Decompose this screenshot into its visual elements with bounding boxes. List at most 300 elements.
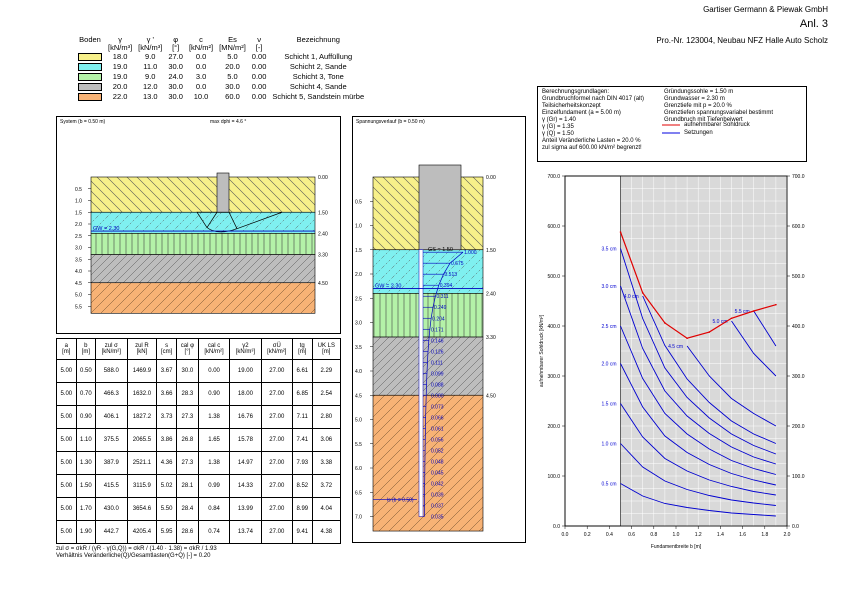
results-cell: 7.11 <box>293 406 313 429</box>
soil-cell-es: 20.0 <box>225 62 240 71</box>
results-cell: 387.9 <box>96 452 127 475</box>
results-cell: 2065.5 <box>127 429 157 452</box>
chart-y-label: aufnehmbarer Sohldruck [kN/m²] <box>539 314 545 388</box>
stress-layer-label: 4.50 <box>486 393 496 400</box>
results-col-header <box>312 339 340 360</box>
results-cell: 4.04 <box>312 498 340 521</box>
chart-y-tick-label-right: 200.0 <box>792 424 805 430</box>
stress-value-label: 0.249 <box>433 305 447 312</box>
system-depth-label: 5.0 <box>75 292 82 299</box>
soil-row <box>75 82 367 92</box>
unit-gamma: [kN/m³] <box>108 43 133 52</box>
results-col-title: cal φ <box>180 343 195 349</box>
stress-depth-label: 4.0 <box>355 369 362 375</box>
soil-cell-name: Schicht 1, Auffüllung <box>284 52 353 61</box>
chart-x-tick-label: 1.8 <box>761 532 769 538</box>
stress-layer-label: 3.30 <box>486 335 496 342</box>
results-col-title: b <box>84 343 88 349</box>
results-cell: 466.3 <box>96 383 127 406</box>
results-col-unit: [kN/m²] <box>101 349 121 355</box>
chart-sohldruck-point <box>709 331 711 333</box>
stress-depth-label: 1.0 <box>355 223 362 230</box>
chart-x-tick-label: 0.2 <box>583 532 591 538</box>
stress-layer <box>373 337 483 395</box>
chart-y-tick-label-right: 600.0 <box>792 224 805 230</box>
stress-value-label: 0.061 <box>431 426 444 433</box>
formula-line-1: zul σ = σkR / (γR · γ(G,Q)) = σkR / (1.40 · 1.38) = σkR / 1.93 <box>56 546 217 552</box>
chart-settlement-label: 2.5 cm <box>601 324 617 330</box>
stress-layer-label: 2.40 <box>486 291 496 298</box>
results-cell: 30.0 <box>176 360 198 383</box>
legend-lines <box>662 122 682 138</box>
stress-layer <box>373 395 483 531</box>
chart-y-tick-label-right: 100.0 <box>792 474 805 480</box>
soil-cell-nu: 0.00 <box>251 62 267 71</box>
soil-cell-es: 30.0 <box>225 82 240 91</box>
results-cell: 5.00 <box>57 406 77 429</box>
results-cell: 18.00 <box>230 383 261 406</box>
basis-left-line: γ (Gr) = 1.40 <box>542 117 576 123</box>
results-cell: 16.76 <box>230 406 261 429</box>
chart-y-tick-label: 100.0 <box>547 474 560 480</box>
stress-value-label: 0.311 <box>436 294 449 301</box>
system-layer-label: 0.00 <box>318 175 328 181</box>
chart-x-tick-label: 0.6 <box>628 532 636 538</box>
basis-right-line: Grenztiefe mit p = 20.0 % <box>664 103 732 109</box>
soil-swatch <box>75 82 105 92</box>
soil-cell-name: Schicht 5, Sandstein mürbe <box>272 92 365 101</box>
results-cell: 27.00 <box>261 360 292 383</box>
chart-x-tick-label: 0.4 <box>605 532 613 538</box>
results-cell: 27.00 <box>261 406 292 429</box>
results-cell: 13.99 <box>230 498 261 521</box>
system-layer-label: 1.50 <box>318 210 328 217</box>
stress-layer <box>373 293 483 337</box>
soil-table-units <box>75 44 367 52</box>
stress-depth-label: 2.0 <box>355 272 362 278</box>
results-cell: 7.41 <box>293 429 313 452</box>
soil-color-box <box>78 53 102 61</box>
chart-settlement-label: 4.5 cm <box>668 344 684 350</box>
chart-y-tick-label: 600.0 <box>547 224 560 230</box>
chart-y-tick-label: 500.0 <box>547 274 560 280</box>
stress-foundation <box>419 165 461 250</box>
chart-x-tick-label: 1.4 <box>716 532 724 538</box>
soil-cell-gamma: 18.0 <box>112 52 128 61</box>
results-cell: 19.00 <box>230 360 261 383</box>
results-cell: 7.93 <box>293 452 313 475</box>
soil-row <box>75 92 367 102</box>
results-col-unit: [kN/m²] <box>267 349 287 355</box>
chart-y-tick-label: 300.0 <box>547 374 560 380</box>
results-cell: 5.95 <box>157 521 177 544</box>
results-cell: 3.86 <box>157 429 177 452</box>
results-cell: 3115.9 <box>127 475 157 498</box>
results-cell: 28.1 <box>176 475 198 498</box>
results-col-unit: [m] <box>298 349 307 355</box>
system-depth-label: 3.0 <box>75 245 82 252</box>
stress-value-label: 0.394 <box>439 283 453 290</box>
stress-value-label: 0.080 <box>431 393 444 400</box>
chart-sohldruck-point <box>664 322 666 324</box>
results-cell: 3.67 <box>157 360 177 383</box>
results-cell: 27.00 <box>261 498 292 521</box>
system-layer <box>91 177 315 212</box>
soil-cell-c: 10.0 <box>193 92 209 101</box>
soil-cell-gamma: 20.0 <box>112 82 128 91</box>
results-cell: 28.6 <box>176 521 198 544</box>
results-cell: 4.36 <box>157 452 177 475</box>
stress-depth-label: 3.5 <box>355 344 362 351</box>
soil-cell-gamma: 22.0 <box>112 92 128 101</box>
system-depth-label: 1.5 <box>75 210 82 217</box>
chart-sohldruck-point <box>686 337 688 339</box>
soil-cell-phi: 30.0 <box>168 92 183 101</box>
system-foundation <box>217 173 229 212</box>
basis-left-list <box>542 89 644 152</box>
col-phi: φ <box>173 35 179 44</box>
chart-x-tick-label: 1.6 <box>739 532 747 538</box>
unit-gamma-s: [kN/m³] <box>138 43 163 52</box>
unit-c: [kN/m²] <box>188 43 214 52</box>
results-col-header <box>76 339 96 360</box>
chart-settlement-label: 3.0 cm <box>601 284 617 290</box>
chart-y-tick-label: 400.0 <box>547 324 560 330</box>
results-cell: 27.00 <box>261 452 292 475</box>
results-row <box>57 521 341 544</box>
basis-left-line: Berechnungsgrundlagen: <box>542 89 610 95</box>
stress-gw-label: GW = 2.30 <box>375 283 402 290</box>
results-cell: 9.41 <box>293 521 313 544</box>
stress-value-label: 0.042 <box>431 481 444 488</box>
results-cell: 14.97 <box>230 452 261 475</box>
results-col-title: σÜ <box>272 343 281 349</box>
stress-value-label: 0.037 <box>431 503 444 510</box>
stress-value-label: 0.675 <box>451 261 464 268</box>
results-cell: 3.06 <box>312 429 340 452</box>
basis-right-line: Grundwasser = 2.30 m <box>664 96 725 102</box>
system-depth-label: 5.5 <box>75 304 82 311</box>
soil-cell-phi: 30.0 <box>168 82 183 91</box>
soil-color-box <box>78 83 102 91</box>
results-col-title: UK LS <box>317 343 335 349</box>
chart-x-tick-label: 2.0 <box>783 532 791 538</box>
system-gw-label: GW = 2.30 <box>93 226 120 233</box>
chart-x-tick-label: 0.0 <box>561 532 569 538</box>
results-header <box>57 339 341 360</box>
results-cell: 5.00 <box>57 429 77 452</box>
stress-value-label: 0.066 <box>431 415 444 422</box>
results-col-unit: [cm] <box>160 349 173 355</box>
results-cell: 14.33 <box>230 475 261 498</box>
chart-y-tick-label: 0.0 <box>553 524 560 530</box>
stress-value-label: 0.146 <box>431 338 444 345</box>
stress-depth-label: 6.5 <box>355 490 362 497</box>
soil-legend <box>75 36 367 102</box>
system-layer-label: 4.50 <box>318 280 328 287</box>
results-cell: 6.61 <box>293 360 313 383</box>
results-col-title: zul R <box>135 343 149 349</box>
results-cell: 588.0 <box>96 360 127 383</box>
results-cell: 0.99 <box>198 475 229 498</box>
chart-y-tick-label: 700.0 <box>547 174 560 180</box>
results-cell: 5.00 <box>57 452 77 475</box>
results-cell: 27.00 <box>261 383 292 406</box>
legend-red-label: aufnehmbarer Sohldruck <box>684 122 750 128</box>
results-cell: 5.00 <box>57 498 77 521</box>
chart-y-tick-label: 200.0 <box>547 424 560 430</box>
results-cell: 2.80 <box>312 406 340 429</box>
soil-cell-c: 3.0 <box>195 72 207 81</box>
chart-sohldruck-point <box>620 231 622 233</box>
chart-sohldruck-point <box>753 310 755 312</box>
results-col-header <box>96 339 127 360</box>
bearing-chart <box>530 166 830 566</box>
system-depth-label: 4.5 <box>75 280 82 287</box>
results-row <box>57 406 341 429</box>
unit-phi: [°] <box>172 43 180 52</box>
results-col-unit: [m] <box>81 349 91 355</box>
soil-row <box>75 52 367 62</box>
results-panel <box>56 338 341 560</box>
soil-cell-c: 0.0 <box>195 62 207 71</box>
results-cell: 0.74 <box>198 521 229 544</box>
stress-depth-label: 7.0 <box>355 514 362 521</box>
results-cell: 4205.4 <box>127 521 157 544</box>
system-drawing <box>57 117 340 333</box>
stress-drawing <box>353 117 525 542</box>
legend-blue-label: Setzungen <box>684 130 713 136</box>
stress-layer-label: 1.50 <box>486 247 496 254</box>
col-es: Es <box>228 35 237 44</box>
soil-cell-gamma: 19.0 <box>112 72 128 81</box>
stress-value-label: 0.056 <box>431 437 444 444</box>
results-cell: 2521.1 <box>127 452 157 475</box>
results-cell: 3.72 <box>312 475 340 498</box>
system-panel <box>56 116 341 334</box>
chart-settlement-label: 2.0 cm <box>601 361 617 368</box>
soil-color-box <box>78 73 102 81</box>
system-layer-label: 3.30 <box>318 252 328 259</box>
unit-nu: [-] <box>255 43 263 52</box>
results-col-header <box>261 339 292 360</box>
results-cell: 0.84 <box>198 498 229 521</box>
chart-sohldruck-point <box>731 317 733 319</box>
stress-value-label: 0.073 <box>431 404 444 411</box>
soil-cell-name: Schicht 4, Sande <box>289 82 347 91</box>
results-col-title: cal c <box>207 343 221 349</box>
stress-value-label: 0.126 <box>431 349 444 356</box>
soil-cell-gamma-s: 9.0 <box>145 72 156 81</box>
stress-value-label: 0.513 <box>444 272 458 279</box>
results-col-unit: [°] <box>184 349 191 355</box>
results-cell: 3654.6 <box>127 498 157 521</box>
stress-value-label: 0.099 <box>431 371 444 378</box>
chart-y-tick-label-right: 700.0 <box>792 174 805 180</box>
results-cell: 0.50 <box>76 360 96 383</box>
results-col-title: s <box>165 343 169 349</box>
results-cell: 1.50 <box>76 475 96 498</box>
results-cell: 6.85 <box>293 383 313 406</box>
results-table <box>56 338 341 544</box>
soil-cell-es: 60.0 <box>225 92 240 101</box>
chart-y-tick-label-right: 500.0 <box>792 274 805 280</box>
system-depth-label: 4.0 <box>75 269 82 275</box>
results-cell: 5.00 <box>57 521 77 544</box>
stress-value-label: 0.039 <box>431 492 444 499</box>
basis-right-line: Gründungssohle = 1.50 m <box>664 89 734 95</box>
results-cell: 1.65 <box>198 429 229 452</box>
chart-y-tick-label-right: 0.0 <box>792 524 799 530</box>
soil-cell-phi: 30.0 <box>168 62 183 71</box>
soil-swatch <box>75 52 105 62</box>
results-cell: 1632.0 <box>127 383 157 406</box>
stress-band <box>419 250 423 517</box>
stress-title: Spannungsverlauf (b = 0.50 m) <box>356 119 425 125</box>
system-depth-label: 0.5 <box>75 186 82 193</box>
stress-layer-label: 0.00 <box>486 175 496 181</box>
col-c: c <box>199 35 203 44</box>
results-col-header <box>127 339 157 360</box>
stress-value-label: 0.088 <box>431 382 444 389</box>
stress-depth-label: 3.0 <box>355 320 362 327</box>
system-dphi: max dphi = 4.6 ° <box>210 119 247 125</box>
results-cell: 2.54 <box>312 383 340 406</box>
soil-cell-gamma-s: 13.0 <box>142 92 158 101</box>
soil-cell-phi: 24.0 <box>168 72 183 81</box>
chart-x-tick-label: 0.8 <box>650 532 658 538</box>
results-col-header <box>198 339 229 360</box>
results-cell: 8.52 <box>293 475 313 498</box>
results-cell: 3.66 <box>157 383 177 406</box>
results-row <box>57 498 341 521</box>
results-cell: 5.00 <box>57 383 77 406</box>
results-cell: 442.7 <box>96 521 127 544</box>
results-cell: 5.02 <box>157 475 177 498</box>
results-cell: 13.74 <box>230 521 261 544</box>
stress-panel <box>352 116 526 543</box>
chart-sohldruck-point <box>775 304 777 306</box>
stress-depth-label: 5.0 <box>355 417 362 424</box>
stress-depth-label: 0.5 <box>355 199 362 206</box>
basis-left-line: Grundbruchformel nach DIN 4017 (alt) <box>542 96 645 102</box>
basis-right-list <box>664 89 773 124</box>
formula-line-2: Verhältnis Veränderliche(Q)/Gesamtlasten(G+Q) [-] = 0.20 <box>56 553 211 559</box>
stress-depth-label: 6.0 <box>355 466 362 472</box>
chart-settlement-label: 5.0 cm <box>712 319 728 325</box>
results-cell: 1.70 <box>76 498 96 521</box>
soil-color-box <box>78 93 102 101</box>
results-cell: 0.00 <box>198 360 229 383</box>
chart-settlement-label: 5.5 cm <box>734 309 750 315</box>
stress-value-label: 0.111 <box>431 360 443 367</box>
results-cell: 430.0 <box>96 498 127 521</box>
results-row <box>57 475 341 498</box>
col-name: Bezeichnung <box>296 35 340 44</box>
results-col-header <box>57 339 77 360</box>
soil-swatch <box>75 72 105 82</box>
results-cell: 1.30 <box>76 452 96 475</box>
basis-left-line: Einzelfundament (a = 5.00 m) <box>542 110 621 116</box>
chart-settlement-label: 3.5 cm <box>601 246 617 253</box>
chart-sohldruck-point <box>642 292 644 294</box>
results-cell: 2.29 <box>312 360 340 383</box>
chart-settlement-label: 0.5 cm <box>601 481 617 488</box>
results-row <box>57 429 341 452</box>
soil-cell-c: 0.0 <box>195 52 207 61</box>
results-cell: 27.00 <box>261 475 292 498</box>
basis-right-line: Grundbruch mit Tiefenbeiwert <box>664 117 743 123</box>
system-layer <box>91 212 315 233</box>
chart-x-tick-label: 1.0 <box>672 532 680 538</box>
stress-value-label: 1.000 <box>464 250 477 257</box>
col-gamma-s: γ ' <box>146 35 154 44</box>
results-col-header <box>157 339 177 360</box>
basis-left-line: Teilsicherheitskonzept <box>542 103 601 109</box>
results-cell: 3.38 <box>312 452 340 475</box>
stress-depth-label: 4.5 <box>355 393 362 400</box>
system-depth-label: 1.0 <box>75 198 82 205</box>
soil-swatch <box>75 62 105 72</box>
results-cell: 1469.9 <box>127 360 157 383</box>
soil-cell-es: 5.0 <box>227 72 238 81</box>
unit-boden <box>75 44 105 52</box>
system-layer <box>91 255 315 283</box>
results-cell: 415.5 <box>96 475 127 498</box>
results-cell: 0.90 <box>198 383 229 406</box>
soil-cell-gamma-s: 12.0 <box>142 82 158 91</box>
unit-es: [MN/m²] <box>219 43 246 52</box>
chart-y-tick-label-right: 400.0 <box>792 324 805 330</box>
soil-cell-gamma-s: 11.0 <box>143 62 158 71</box>
soil-swatch <box>75 92 105 102</box>
results-cell: 5.00 <box>57 360 77 383</box>
results-col-unit: [m] <box>322 349 331 355</box>
results-col-title: γ2 <box>242 343 249 349</box>
results-cell: 15.78 <box>230 429 261 452</box>
results-cell: 1.90 <box>76 521 96 544</box>
results-cell: 0.70 <box>76 383 96 406</box>
basis-box <box>537 86 807 162</box>
stress-value-label: 0.045 <box>431 470 444 477</box>
soil-cell-nu: 0.00 <box>251 52 267 61</box>
results-cell: 0.90 <box>76 406 96 429</box>
soil-cell-phi: 27.0 <box>168 52 183 61</box>
stress-value-label: 0.048 <box>431 459 444 466</box>
stress-gs-label: GS = 1.50 <box>428 246 453 253</box>
results-cell: 1.38 <box>198 452 229 475</box>
chart-x-tick-label: 1.2 <box>694 532 702 538</box>
chart-settlement-label: 1.5 cm <box>601 401 617 408</box>
results-cell: 5.00 <box>57 475 77 498</box>
results-row <box>57 452 341 475</box>
results-cell: 375.5 <box>96 429 127 452</box>
col-nu: ν <box>257 35 261 44</box>
results-cell: 1.38 <box>198 406 229 429</box>
results-col-unit: [kN/m²] <box>204 349 224 355</box>
results-col-title: a <box>64 343 68 349</box>
stress-depth-label: 2.5 <box>355 296 362 303</box>
results-col-header <box>176 339 198 360</box>
results-col-unit: [m] <box>62 349 71 355</box>
soil-cell-name: Schicht 3, Tone <box>292 72 344 81</box>
stress-value-label: 0.052 <box>431 448 444 455</box>
results-cell: 27.00 <box>261 429 292 452</box>
results-col-title: tg <box>299 343 305 349</box>
results-cell: 28.3 <box>176 383 198 406</box>
stress-depth-label: 1.5 <box>355 247 362 254</box>
col-boden: Boden <box>79 35 101 44</box>
